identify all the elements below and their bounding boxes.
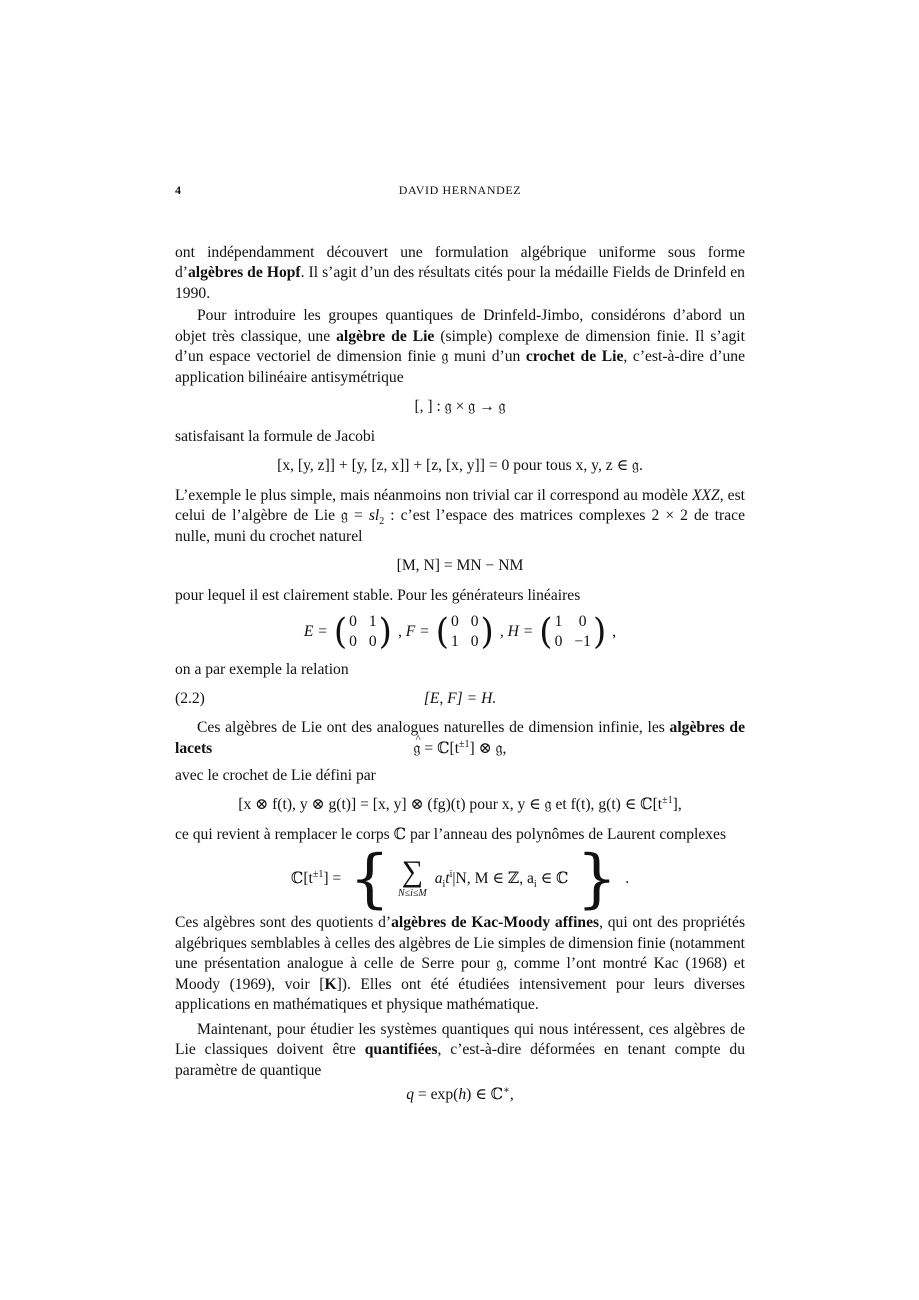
text-laurent: ce qui revient à remplacer le corps ℂ par l’anneau des polynômes de Laurent complexes — [175, 825, 727, 843]
paragraph-sl2: L’exemple le plus simple, mais néanmoins non trivial car il correspond au modèle XXZ, est celui de l’algèbre de Lie 𝔤 = $sl_2$ : c’est l’espace des matrices complexes 2 × 2 de trace nulle, muni du crochet naturel — [175, 486, 746, 545]
equation-q: q = exp(h) ∈ ℂ∗, — [406, 1084, 514, 1103]
equation-2-2 — [175, 689, 745, 710]
text-generators: pour lequel il est clairement stable. Pour les générateurs linéaires — [175, 586, 581, 604]
text-relation: on a par exemple la relation — [175, 661, 349, 678]
generator-matrices: E = ( 0 1 0 0 ) , F = ( 0 0 1 0 ) , H = ( 1 0 0 −1 ) , — [303, 611, 617, 653]
equation-laurent: $ℂ[t^{\pm 1}]$ = { ∑ N≤i≤M $a_it^i|N$, M ∈ ℤ, $a_i$ ∈ ℂ } . — [290, 842, 630, 916]
equation-jacobi: [x, [y, z]] + [y, [z, x]] + [z, [x, y]] = 0 pour tous x, y, z ∈ 𝔤. — [277, 457, 643, 474]
page-header — [175, 180, 745, 201]
matrix-e: ( 0 1 0 0 ) — [333, 611, 392, 653]
matrix-h: ( 1 0 0 −1 ) — [539, 611, 607, 653]
text-crochet: avec le crochet de Lie défini par — [175, 766, 376, 784]
running-head: DAVID HERNANDEZ — [398, 183, 522, 197]
paragraph-lie-algebra: Pour introduire les groupes quantiques de Drinfeld-Jimbo, considérons d’abord un objet très classique, une algèbre de Lie (simple) complexe de dimension finie. Il s’agit d’un espace vectoriel de dimension finie 𝔤 muni d’un crochet de Lie, c’est-à-dire d’une application bilinéaire antisymétrique — [175, 307, 745, 386]
page-body — [175, 180, 745, 1115]
equation-loop-bracket: [x ⊗ f(t), y ⊗ g(t)] = [x, y] ⊗ (fg)(t) pour x, y ∈ 𝔤 et f(t), g(t) ∈ $ℂ[t^{\pm 1}]$, — [238, 794, 682, 813]
page-number: 4 — [175, 183, 181, 197]
paragraph-loop-algebras: Ces algèbres de Lie ont des analogues naturelles de dimension infinie, les algèbres de lacets — [175, 719, 745, 757]
matrix-f: ( 0 0 1 0 ) — [435, 611, 494, 653]
equation-commutator: [M, N] = MN − NM — [396, 557, 524, 574]
equation-bracket: [, ] : 𝔤 × 𝔤 → 𝔤 — [414, 398, 506, 415]
matrix-h-label: , H = — [499, 622, 534, 640]
text-jacobi: satisfaisant la formule de Jacobi — [175, 427, 376, 445]
matrix-e-label: E = — [303, 622, 328, 640]
equation-number: (2.2) — [175, 689, 205, 707]
equation-loop: ^ 𝔤 = $ℂ[t^{\pm 1}]$ ⊗ 𝔤, — [175, 739, 745, 760]
matrix-f-label: , F = — [397, 622, 430, 640]
paragraph-hopf: ont indépendamment découvert une formulation algébrique uniforme sous forme d’algèbres de Hopf. Il s’agit d’un des résultats cités pour la médaille Fields de Drinfeld en 1990. — [175, 243, 745, 302]
paragraph-kac-moody: Ces algèbres sont des quotients d’algèbres de Kac-Moody affines, qui ont des propriétés algébriques semblables à celles des algèbres de Lie simples de dimension finie (notamment une présentation analogue à celle de Serre pour 𝔤, comme l’ont montré Kac (1968) et Moody (1969), voir [K]). Elles ont été étudiées intensivement pour leurs diverses applications en mathématiques et physique mathématique. — [175, 914, 746, 1013]
equation-formula: [E, F] = H. — [423, 689, 497, 707]
paragraph-quantification: Maintenant, pour étudier les systèmes quantiques qui nous intéressent, ces algèbres de Lie classiques doivent être quantifiées, c’est-à-dire déformées en tenant compte du paramètre de quantique — [175, 1020, 745, 1079]
sum-symbol: ∑ N≤i≤M — [397, 855, 427, 899]
